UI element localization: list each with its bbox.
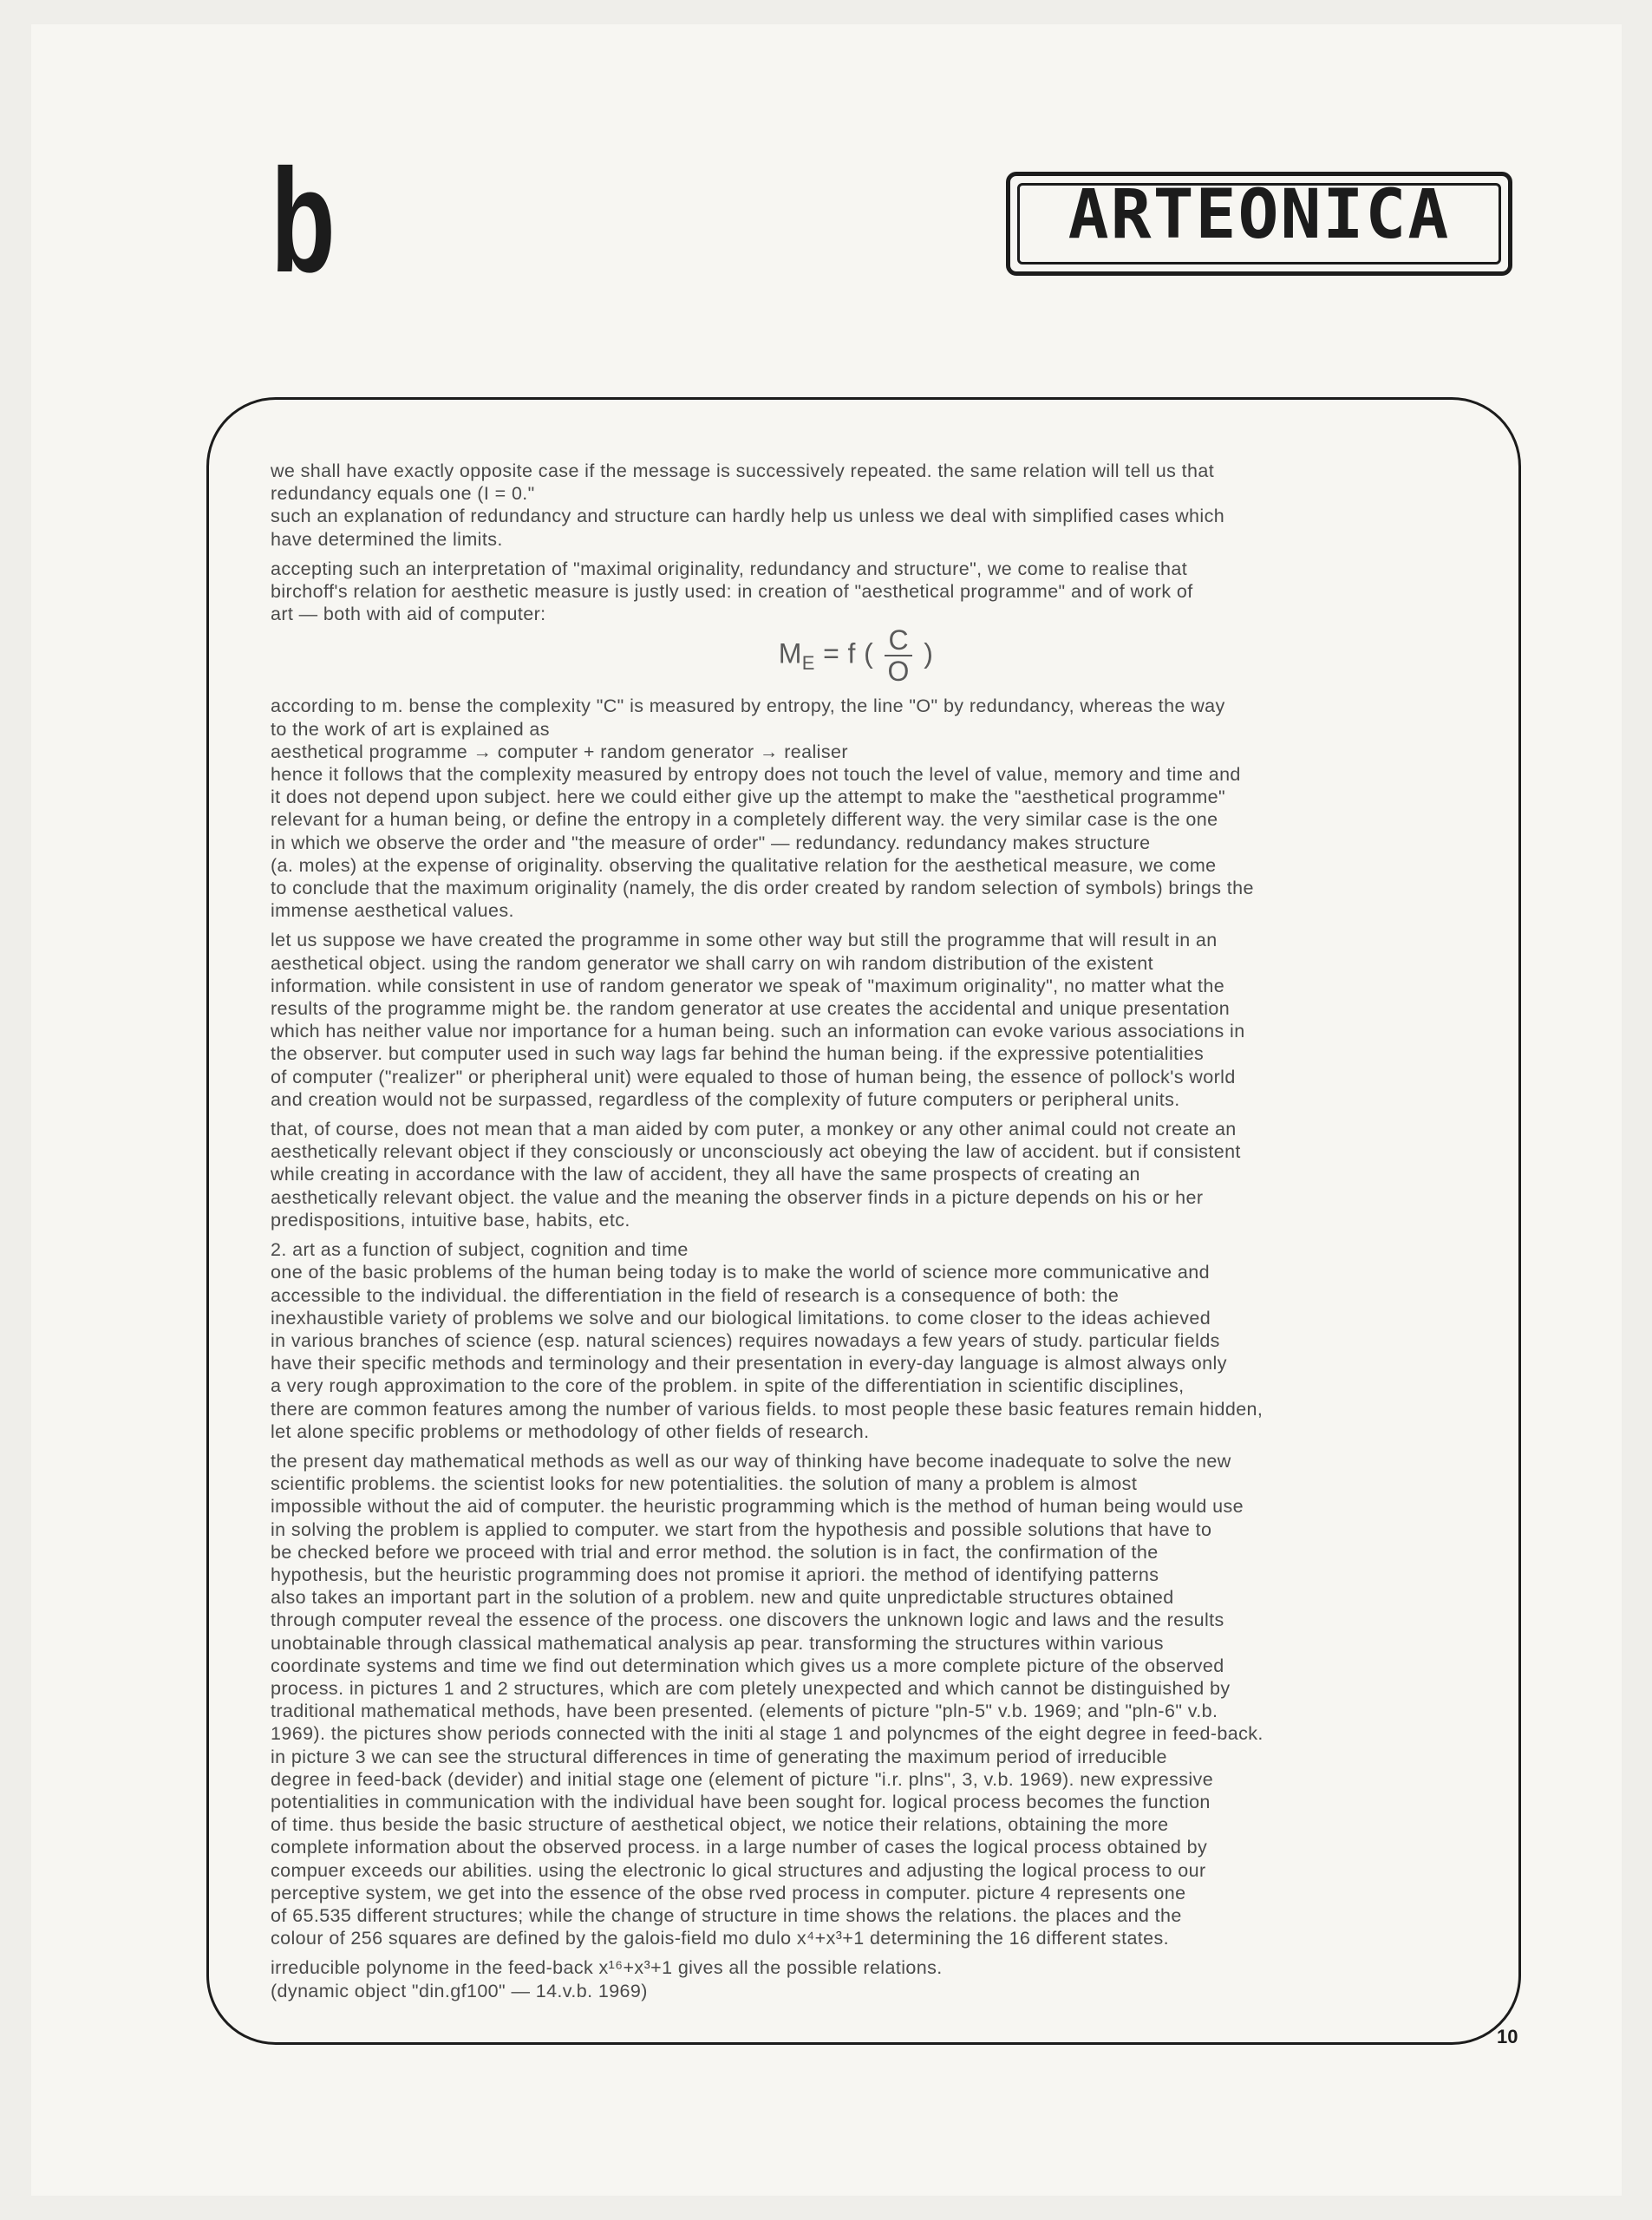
text-line: birchoff's relation for aesthetic measure is justly used: in creation of "aesthetical programme" and of work of <box>271 581 1193 603</box>
text-line: aesthetically relevant object if they consciously or unconsciously act obeying the law of accident. but if consistent <box>271 1141 1241 1163</box>
paragraph <box>271 929 1441 1111</box>
paragraph <box>271 1118 1441 1231</box>
paragraph <box>271 695 1441 922</box>
section-letter: b <box>271 139 336 304</box>
text-line: the observer. but computer used in such way lags far behind the human being. if the expressive potentialities <box>271 1043 1205 1065</box>
text-line: such an explanation of redundancy and structure can hardly help us unless we deal with simplified cases which <box>271 506 1225 527</box>
text-line: compuer exceeds our abilities. using the electronic lo gical structures and adjusting the logical process to our <box>271 1859 1206 1881</box>
text-line: and creation would not be surpassed, regardless of the complexity of future computers or peripheral units. <box>271 1088 1180 1110</box>
text-line: have determined the limits. <box>271 528 503 550</box>
aesthetic-measure-formula <box>271 625 1441 686</box>
text-line: the present day mathematical methods as well as our way of thinking have become inadequate to solve the new <box>271 1450 1231 1472</box>
text-line: hypothesis, but the heuristic programming does not promise it apriori. the method of identifying patterns <box>271 1564 1159 1585</box>
text-line: be checked before we proceed with trial and error method. the solution is in fact, the confirmation of the <box>271 1541 1159 1563</box>
text-line: accessible to the individual. the differentiation in the field of research is a consequence of both: the <box>271 1284 1120 1306</box>
text-line: that, of course, does not mean that a man aided by com puter, a monkey or any other animal could not create an <box>271 1119 1237 1140</box>
article-body <box>271 460 1441 2009</box>
text-line: traditional mathematical methods, have been presented. (elements of picture "pln-5" v.b. 1969; and "pln-6" v.b. <box>271 1701 1218 1722</box>
text-line: degree in feed-back (devider) and initial stage one (element of picture "i.r. plns", 3, v.b. 1969). new expressive <box>271 1768 1214 1790</box>
text-line: potentialities in communication with the individual have been sought for. logical process becomes the function <box>271 1791 1211 1812</box>
text-line: in various branches of science (esp. natural sciences) requires nowadays a few years of study. particular fields <box>271 1329 1220 1351</box>
paragraph <box>271 460 1441 551</box>
text-line: we shall have exactly opposite case if the message is successively repeated. the same relation will tell us that <box>271 460 1215 481</box>
text-line: aesthetical programme → computer + random generator → realiser <box>271 741 848 762</box>
text-line: information. while consistent in use of random generator we speak of "maximum originality", no matter what the <box>271 975 1225 996</box>
paragraph <box>271 1450 1441 1949</box>
text-line: results of the programme might be. the random generator at use creates the accidental and unique presentation <box>271 998 1231 1020</box>
text-line: let alone specific problems or methodology of other fields of research. <box>271 1420 870 1442</box>
text-line: to the work of art is explained as <box>271 718 550 740</box>
text-line: in picture 3 we can see the structural differences in time of generating the maximum period of irreducible <box>271 1746 1167 1767</box>
formula-lhs-sub: E <box>801 652 815 675</box>
text-line: of 65.535 different structures; while the change of structure in time shows the relations. the places and the <box>271 1904 1182 1926</box>
text-line: hence it follows that the complexity measured by entropy does not touch the level of value, memory and time and <box>271 764 1241 786</box>
text-line: there are common features among the number of various fields. to most people these basic features remain hidden, <box>271 1398 1263 1420</box>
text-line: inexhaustible variety of problems we solve and our biological limitations. to come closer to the ideas achieved <box>271 1307 1211 1329</box>
text-line: it does not depend upon subject. here we could either give up the attempt to make the "aesthetical programme" <box>271 787 1226 808</box>
text-line: unobtainable through classical mathematical analysis ap pear. transforming the structures within various <box>271 1632 1164 1654</box>
logo-text: ARTEONICA <box>1068 176 1451 254</box>
text-line: also takes an important part in the solution of a problem. new and quite unpredictable structures obtained <box>271 1587 1174 1609</box>
text-line: while creating in accordance with the law of accident, they all have the same prospects of creating an <box>271 1164 1140 1185</box>
text-line: one of the basic problems of the human being today is to make the world of science more communicative and <box>271 1262 1210 1283</box>
text-line: perceptive system, we get into the essence of the obse rved process in computer. picture 4 represents one <box>271 1882 1186 1903</box>
formula-fraction <box>885 625 912 686</box>
text-line: complete information about the observed process. in a large number of cases the logical process obtained by <box>271 1837 1208 1858</box>
text-line: coordinate systems and time we find out determination which gives us a more complete picture of the observed <box>271 1655 1224 1676</box>
text-line: to conclude that the maximum originality (namely, the dis order created by random selection of symbols) brings the <box>271 878 1254 899</box>
text-line: in solving the problem is applied to computer. we start from the hypothesis and possible solutions that have to <box>271 1518 1212 1540</box>
text-line: 1969). the pictures show periods connected with the initi al stage 1 and polyncmes of the eight degree in feed-back. <box>271 1723 1263 1745</box>
arteonica-logo <box>1006 172 1512 276</box>
page-number: 10 <box>1497 2026 1518 2047</box>
paragraph <box>271 1956 1441 2001</box>
text-line: impossible without the aid of computer. the heuristic programming which is the method of human being would use <box>271 1496 1244 1518</box>
formula-denominator: O <box>887 656 910 688</box>
text-line: relevant for a human being, or define the entropy in a completely different way. the very similar case is the one <box>271 809 1218 831</box>
text-line: colour of 256 squares are defined by the galois-field mo dulo x⁴+x³+1 determining the 16 different states. <box>271 1928 1170 1949</box>
text-line: predispositions, intuitive base, habits, etc. <box>271 1209 630 1231</box>
text-line: aesthetical object. using the random generator we shall carry on wih random distribution of the existent <box>271 952 1153 974</box>
formula-eq: = f ( <box>823 637 874 669</box>
formula-close: ) <box>924 637 934 669</box>
paragraph <box>271 558 1441 626</box>
text-line: in which we observe the order and "the measure of order" — redundancy. redundancy makes structure <box>271 832 1151 853</box>
text-line: through computer reveal the essence of the process. one discovers the unknown logic and laws and the results <box>271 1610 1224 1631</box>
text-line: aesthetically relevant object. the value and the meaning the observer finds in a picture depends on his or her <box>271 1186 1204 1208</box>
text-line: (dynamic object "din.gf100" — 14.v.b. 1969) <box>271 1980 648 2001</box>
text-line: scientific problems. the scientist looks for new potentialities. the solution of many a problem is almost <box>271 1473 1138 1495</box>
text-line: according to m. bense the complexity "C" is measured by entropy, the line "O" by redundancy, whereas the way <box>271 695 1225 717</box>
text-line: redundancy equals one (I = 0." <box>271 483 535 505</box>
text-line: process. in pictures 1 and 2 structures, which are com pletely unexpected and which cannot be distinguished by <box>271 1677 1231 1699</box>
paragraph <box>271 1238 1441 1443</box>
text-line: of time. thus beside the basic structure of aesthetical object, we notice their relations, obtaining the more <box>271 1814 1169 1836</box>
text-line: art — both with aid of computer: <box>271 604 546 625</box>
text-line: a very rough approximation to the core of the problem. in spite of the differentiation in scientific disciplines, <box>271 1375 1185 1397</box>
text-line: of computer ("realizer" or pheripheral unit) were equaled to those of human being, the essence of pollock's world <box>271 1066 1236 1087</box>
text-line: have their specific methods and terminology and their presentation in every-day language is almost always only <box>271 1353 1227 1374</box>
formula-lhs: M <box>778 637 802 669</box>
formula-numerator: C <box>885 625 912 656</box>
text-line: which has neither value nor importance for a human being. such an information can evoke various associations in <box>271 1021 1245 1042</box>
text-line: irreducible polynome in the feed-back x¹⁶+x³+1 gives all the possible relations. <box>271 1957 943 1979</box>
text-line: accepting such an interpretation of "maximal originality, redundancy and structure", we come to realise that <box>271 558 1188 579</box>
text-line: 2. art as a function of subject, cognition and time <box>271 1239 689 1261</box>
text-line: (a. moles) at the expense of originality. observing the qualitative relation for the aesthetical measure, we come <box>271 854 1217 876</box>
text-line: immense aesthetical values. <box>271 900 514 922</box>
text-line: let us suppose we have created the programme in some other way but still the programme that will result in an <box>271 930 1218 951</box>
